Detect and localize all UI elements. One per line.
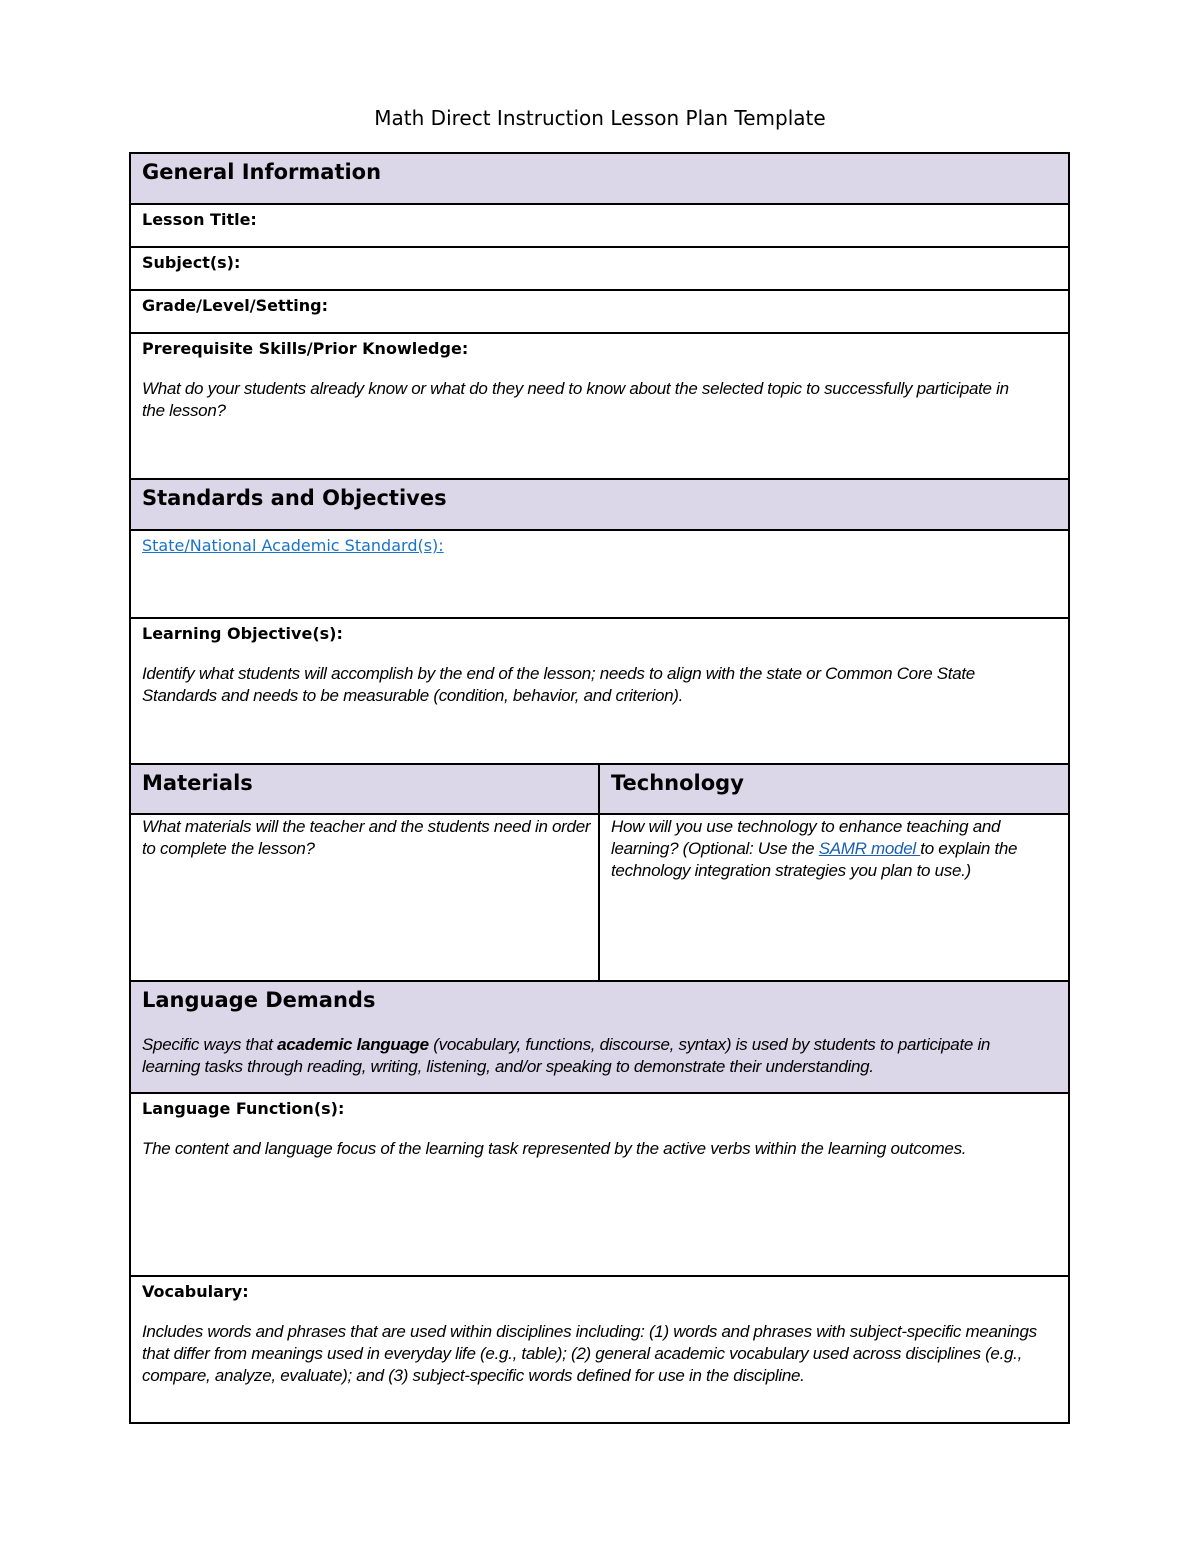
technology-header-cell — [600, 765, 1068, 813]
general-info-header-row — [131, 154, 1068, 205]
standards-heading: Standards and Objectives — [142, 486, 447, 510]
document-title: Math Direct Instruction Lesson Plan Template — [374, 106, 826, 130]
subjects-label: Subject(s): — [142, 253, 241, 272]
technology-text-end: to explain the technology integration strategies you plan to use.) — [611, 839, 1018, 880]
vocabulary-prompt: Includes words and phrases that are used within disciplines including: (1) words and phrases with subject-specific meanings that differ from meanings used in everyday life (e.g., table); (2) general academic vocabulary used across disciplines (e.g., compare, analyze, evaluate); and (3) subject-specific words defined for use in the discipline. — [142, 1322, 1037, 1385]
language-demands-description — [142, 1034, 1052, 1078]
grade-row[interactable] — [131, 291, 1068, 334]
language-function-label: Language Function(s): — [142, 1099, 345, 1118]
ld-text-start: Specific ways that — [142, 1035, 278, 1054]
objective-label: Learning Objective(s): — [142, 624, 343, 643]
lesson-title-row[interactable] — [131, 205, 1068, 248]
technology-heading: Technology — [611, 771, 744, 795]
objective-prompt: Identify what students will accomplish by the end of the lesson; needs to align with the state or Common Core State Standards and needs to be measurable (condition, behavior, and criterion). — [142, 664, 975, 705]
academic-language-term: academic language — [277, 1035, 429, 1054]
grade-label: Grade/Level/Setting: — [142, 296, 329, 315]
language-function-prompt: The content and language focus of the learning task represented by the active verbs within the learning outcomes. — [142, 1139, 967, 1158]
prereq-prompt: What do your students already know or what do they need to know about the selected topic to successfully participate in the lesson? — [142, 379, 1009, 420]
standards-header-row — [131, 480, 1068, 531]
subjects-row[interactable] — [131, 248, 1068, 291]
language-function-row[interactable] — [131, 1094, 1068, 1277]
academic-standard-link[interactable]: State/National Academic Standard(s): — [142, 536, 444, 555]
lesson-plan-table — [129, 152, 1070, 1424]
materials-header-cell — [131, 765, 600, 813]
vocabulary-row[interactable] — [131, 1277, 1068, 1422]
materials-cell[interactable] — [131, 815, 600, 980]
ld-text-end: (vocabulary, functions, discourse, syntax) is used by students to participate in learning tasks through reading, writing, listening, and/or speaking to demonstrate their understanding. — [142, 1035, 991, 1076]
prereq-row[interactable] — [131, 334, 1068, 480]
materials-technology-row — [131, 815, 1068, 982]
materials-technology-header-row — [131, 765, 1068, 815]
general-info-heading: General Information — [142, 160, 382, 184]
technology-cell[interactable] — [600, 815, 1068, 980]
materials-prompt: What materials will the teacher and the students need in order to complete the lesson? — [142, 817, 591, 858]
standard-row[interactable] — [131, 531, 1068, 619]
objective-row[interactable] — [131, 619, 1068, 765]
lesson-title-label: Lesson Title: — [142, 210, 257, 229]
materials-heading: Materials — [142, 771, 253, 795]
language-demands-heading: Language Demands — [142, 988, 376, 1012]
prereq-label: Prerequisite Skills/Prior Knowledge: — [142, 339, 469, 358]
technology-prompt — [611, 816, 1059, 882]
language-demands-header-row — [131, 982, 1068, 1094]
vocabulary-label: Vocabulary: — [142, 1282, 249, 1301]
samr-model-link[interactable]: SAMR model — [818, 839, 921, 858]
technology-text-start: How will you use technology to enhance teaching and learning? (Optional: Use the — [611, 817, 1001, 858]
